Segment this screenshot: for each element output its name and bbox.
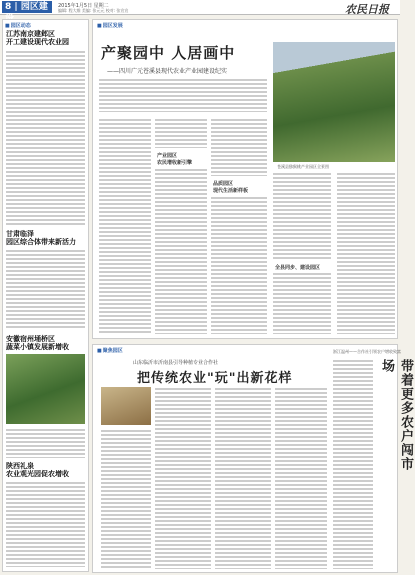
bottom-column-1 bbox=[101, 429, 151, 569]
headline-suzhou bbox=[6, 335, 69, 351]
headline-linze-line2: 园区综合体带来新活力 bbox=[6, 238, 76, 246]
feature-article-yinan bbox=[92, 344, 413, 573]
feature-column-4b bbox=[273, 272, 331, 334]
subhead-income-engine: 农民增收新引擎 bbox=[157, 160, 193, 166]
page-section-badge: 8 | 园区建 bbox=[2, 1, 52, 13]
bottom-column-3 bbox=[215, 387, 271, 569]
headline-suzhou-line1: 安徽宿州埇桥区 bbox=[6, 335, 55, 343]
greenhouse-photo bbox=[6, 354, 85, 424]
feature-column-3a bbox=[211, 118, 267, 176]
section-tag-focus: ■ 聚焦园区 bbox=[97, 347, 123, 354]
vertical-kicker: 浙江温州——合作社引领农户增收致富 bbox=[333, 349, 401, 354]
headline-nanjing bbox=[6, 30, 69, 46]
article-body-liquan bbox=[6, 481, 85, 567]
headline-liquan bbox=[6, 462, 69, 478]
headline-suzhou-line2: 蔬菜小镇发展新增收 bbox=[6, 343, 69, 351]
photo-caption: 苍溪县猕猴桃产业园区全景图 bbox=[277, 164, 329, 169]
headline-liquan-line1: 陕西礼泉 bbox=[6, 462, 34, 470]
feature-column-5 bbox=[337, 172, 395, 334]
headline-nanjing-line2: 开工建设现代农业园 bbox=[6, 38, 69, 46]
bottom-column-2 bbox=[155, 387, 211, 569]
headline-nanjing-line1: 江苏南京建邺区 bbox=[6, 30, 55, 38]
feature-article-guangyuan bbox=[92, 19, 398, 339]
feature-lead-paragraph bbox=[99, 78, 267, 112]
subhead-industry-park: 产业园区 bbox=[157, 153, 178, 159]
feature-title: 产聚园中 人居画中 bbox=[101, 44, 236, 62]
section-tag-park-development: ■ 园区发展 bbox=[97, 22, 123, 29]
feature-column-2b bbox=[155, 168, 207, 334]
bottom-column-5 bbox=[333, 359, 373, 569]
headline-linze-line1: 甘肃临泽 bbox=[6, 230, 34, 238]
vertical-title: 带着更多农户闯市场 bbox=[379, 359, 413, 471]
article-kicker: 山东临沂市沂南县引导种植专业合作社 bbox=[133, 360, 219, 366]
page-header bbox=[0, 0, 400, 15]
left-news-column bbox=[2, 19, 89, 572]
article-body-nanjing bbox=[6, 50, 85, 225]
feature-subtitle: ——四川广元苍溪县现代农业产业园建设纪实 bbox=[107, 68, 228, 75]
orchard-aerial-photo bbox=[273, 42, 395, 162]
section-tag-park-news: ■ 园区动态 bbox=[5, 22, 31, 29]
feature-column-1 bbox=[99, 118, 151, 334]
headline-linze bbox=[6, 230, 76, 246]
subhead-modern-life: 现代生活新样板 bbox=[213, 188, 249, 194]
bottom-column-4 bbox=[275, 387, 327, 569]
article-body-linze bbox=[6, 249, 85, 329]
editor-info: 编辑: 程大维 美编: 张元元 校对: 张宣宣 bbox=[58, 8, 129, 13]
issue-date: 2015年1月5日 星期二 bbox=[58, 3, 109, 9]
article-title-yinan: 把传统农业"玩"出新花样 bbox=[137, 371, 293, 386]
headline-liquan-line2: 农业观光园促农增收 bbox=[6, 470, 69, 478]
article-body-suzhou bbox=[6, 428, 85, 458]
feature-column-4a bbox=[273, 172, 331, 260]
feature-column-3b bbox=[211, 196, 267, 334]
subhead-quality-park: 品质园区 bbox=[213, 181, 234, 187]
feature-column-2a bbox=[155, 118, 207, 148]
farmers-photo bbox=[101, 387, 151, 425]
newspaper-logo: 农民日报 bbox=[345, 3, 389, 16]
subhead-county-parks: 全县同步、建设园区 bbox=[275, 265, 321, 271]
